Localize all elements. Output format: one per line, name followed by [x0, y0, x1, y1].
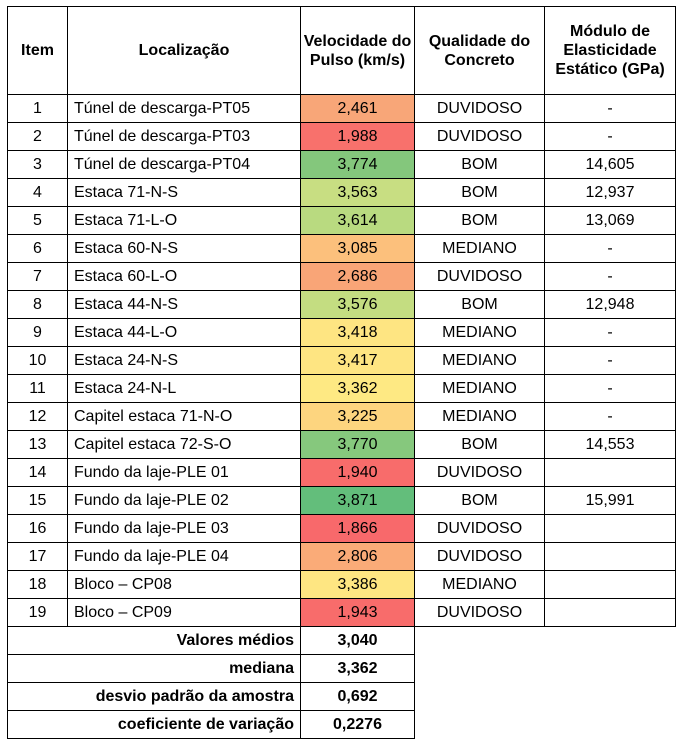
table-row — [8, 123, 676, 151]
cell-item: 4 — [8, 179, 68, 207]
cell-item: 5 — [8, 207, 68, 235]
cell-velocidade: 3,871 — [301, 487, 415, 515]
cell-qualidade: BOM — [415, 291, 545, 319]
header-qualidade: Qualidade do Concreto — [415, 7, 545, 95]
cell-modulo: 12,948 — [545, 291, 676, 319]
table-row — [8, 347, 676, 375]
cell-modulo: - — [545, 375, 676, 403]
cell-localizacao: Fundo da laje-PLE 04 — [68, 543, 301, 571]
table-row — [8, 459, 676, 487]
cell-localizacao: Túnel de descarga-PT04 — [68, 151, 301, 179]
cell-velocidade: 3,576 — [301, 291, 415, 319]
summary-label: Valores médios — [8, 627, 301, 655]
cell-velocidade: 3,417 — [301, 347, 415, 375]
cell-item: 1 — [8, 95, 68, 123]
cell-localizacao: Estaca 71-L-O — [68, 207, 301, 235]
summary-row — [8, 711, 676, 739]
cell-item: 17 — [8, 543, 68, 571]
cell-localizacao: Estaca 60-L-O — [68, 263, 301, 291]
table-row — [8, 375, 676, 403]
cell-velocidade: 1,988 — [301, 123, 415, 151]
cell-velocidade: 3,770 — [301, 431, 415, 459]
cell-modulo: 14,605 — [545, 151, 676, 179]
cell-localizacao: Estaca 24-N-S — [68, 347, 301, 375]
cell-localizacao: Bloco – CP08 — [68, 571, 301, 599]
cell-velocidade: 3,614 — [301, 207, 415, 235]
cell-localizacao: Estaca 44-N-S — [68, 291, 301, 319]
cell-localizacao: Túnel de descarga-PT05 — [68, 95, 301, 123]
cell-localizacao: Estaca 24-N-L — [68, 375, 301, 403]
header-modulo: Módulo de Elasticidade Estático (GPa) — [545, 7, 676, 95]
cell-localizacao: Capitel estaca 71-N-O — [68, 403, 301, 431]
cell-modulo: - — [545, 263, 676, 291]
cell-modulo: 14,553 — [545, 431, 676, 459]
cell-localizacao: Capitel estaca 72-S-O — [68, 431, 301, 459]
cell-item: 14 — [8, 459, 68, 487]
table-row — [8, 235, 676, 263]
cell-qualidade: BOM — [415, 207, 545, 235]
summary-blank — [415, 683, 676, 711]
cell-modulo: 12,937 — [545, 179, 676, 207]
cell-item: 10 — [8, 347, 68, 375]
cell-modulo: - — [545, 123, 676, 151]
cell-qualidade: DUVIDOSO — [415, 543, 545, 571]
cell-item: 2 — [8, 123, 68, 151]
table-row — [8, 263, 676, 291]
cell-qualidade: DUVIDOSO — [415, 459, 545, 487]
summary-value: 0,2276 — [301, 711, 415, 739]
cell-velocidade: 1,940 — [301, 459, 415, 487]
data-rows — [8, 95, 676, 627]
cell-qualidade: BOM — [415, 431, 545, 459]
cell-velocidade: 1,866 — [301, 515, 415, 543]
cell-qualidade: MEDIANO — [415, 403, 545, 431]
cell-modulo — [545, 459, 676, 487]
cell-qualidade: MEDIANO — [415, 347, 545, 375]
table-row — [8, 599, 676, 627]
summary-value: 3,040 — [301, 627, 415, 655]
cell-item: 7 — [8, 263, 68, 291]
cell-item: 6 — [8, 235, 68, 263]
cell-localizacao: Estaca 71-N-S — [68, 179, 301, 207]
ultrasound-results-table — [7, 6, 676, 739]
cell-qualidade: DUVIDOSO — [415, 599, 545, 627]
cell-localizacao: Túnel de descarga-PT03 — [68, 123, 301, 151]
summary-label: desvio padrão da amostra — [8, 683, 301, 711]
cell-velocidade: 2,806 — [301, 543, 415, 571]
table-row — [8, 179, 676, 207]
summary-rows — [8, 627, 676, 739]
table-row — [8, 403, 676, 431]
cell-modulo — [545, 543, 676, 571]
summary-row — [8, 683, 676, 711]
summary-row — [8, 627, 676, 655]
cell-velocidade: 2,461 — [301, 95, 415, 123]
cell-modulo — [545, 515, 676, 543]
cell-item: 12 — [8, 403, 68, 431]
summary-row — [8, 655, 676, 683]
cell-velocidade: 3,225 — [301, 403, 415, 431]
table-row — [8, 515, 676, 543]
cell-velocidade: 3,362 — [301, 375, 415, 403]
cell-item: 16 — [8, 515, 68, 543]
cell-velocidade: 1,943 — [301, 599, 415, 627]
cell-item: 9 — [8, 319, 68, 347]
cell-modulo — [545, 571, 676, 599]
header-row — [8, 7, 676, 95]
cell-modulo: - — [545, 235, 676, 263]
summary-label: coeficiente de variação — [8, 711, 301, 739]
table-row — [8, 543, 676, 571]
cell-modulo: - — [545, 403, 676, 431]
cell-qualidade: DUVIDOSO — [415, 123, 545, 151]
ultrasound-results-table-wrapper — [7, 6, 676, 739]
cell-qualidade: MEDIANO — [415, 375, 545, 403]
table-row — [8, 431, 676, 459]
table-row — [8, 571, 676, 599]
cell-localizacao: Bloco – CP09 — [68, 599, 301, 627]
cell-qualidade: MEDIANO — [415, 319, 545, 347]
summary-label: mediana — [8, 655, 301, 683]
summary-value: 0,692 — [301, 683, 415, 711]
cell-velocidade: 3,386 — [301, 571, 415, 599]
cell-qualidade: MEDIANO — [415, 571, 545, 599]
cell-qualidade: MEDIANO — [415, 235, 545, 263]
header-velocidade: Velocidade do Pulso (km/s) — [301, 7, 415, 95]
cell-modulo: - — [545, 95, 676, 123]
cell-localizacao: Fundo da laje-PLE 03 — [68, 515, 301, 543]
cell-velocidade: 3,418 — [301, 319, 415, 347]
cell-modulo: 13,069 — [545, 207, 676, 235]
cell-item: 15 — [8, 487, 68, 515]
cell-velocidade: 3,563 — [301, 179, 415, 207]
cell-modulo: 15,991 — [545, 487, 676, 515]
cell-item: 11 — [8, 375, 68, 403]
table-row — [8, 207, 676, 235]
cell-qualidade: BOM — [415, 151, 545, 179]
cell-item: 13 — [8, 431, 68, 459]
header-localizacao: Localização — [68, 7, 301, 95]
table-row — [8, 487, 676, 515]
cell-localizacao: Fundo da laje-PLE 02 — [68, 487, 301, 515]
cell-qualidade: BOM — [415, 179, 545, 207]
cell-velocidade: 3,774 — [301, 151, 415, 179]
cell-item: 19 — [8, 599, 68, 627]
cell-qualidade: DUVIDOSO — [415, 263, 545, 291]
cell-localizacao: Fundo da laje-PLE 01 — [68, 459, 301, 487]
cell-modulo: - — [545, 347, 676, 375]
table-row — [8, 319, 676, 347]
summary-blank — [415, 711, 676, 739]
cell-modulo — [545, 599, 676, 627]
cell-modulo: - — [545, 319, 676, 347]
cell-localizacao: Estaca 44-L-O — [68, 319, 301, 347]
cell-qualidade: DUVIDOSO — [415, 515, 545, 543]
cell-item: 3 — [8, 151, 68, 179]
table-row — [8, 291, 676, 319]
table-row — [8, 151, 676, 179]
table-row — [8, 95, 676, 123]
cell-localizacao: Estaca 60-N-S — [68, 235, 301, 263]
cell-item: 18 — [8, 571, 68, 599]
summary-value: 3,362 — [301, 655, 415, 683]
cell-qualidade: BOM — [415, 487, 545, 515]
summary-blank — [415, 627, 676, 655]
cell-velocidade: 2,686 — [301, 263, 415, 291]
cell-velocidade: 3,085 — [301, 235, 415, 263]
cell-item: 8 — [8, 291, 68, 319]
header-item: Item — [8, 7, 68, 95]
summary-blank — [415, 655, 676, 683]
cell-qualidade: DUVIDOSO — [415, 95, 545, 123]
